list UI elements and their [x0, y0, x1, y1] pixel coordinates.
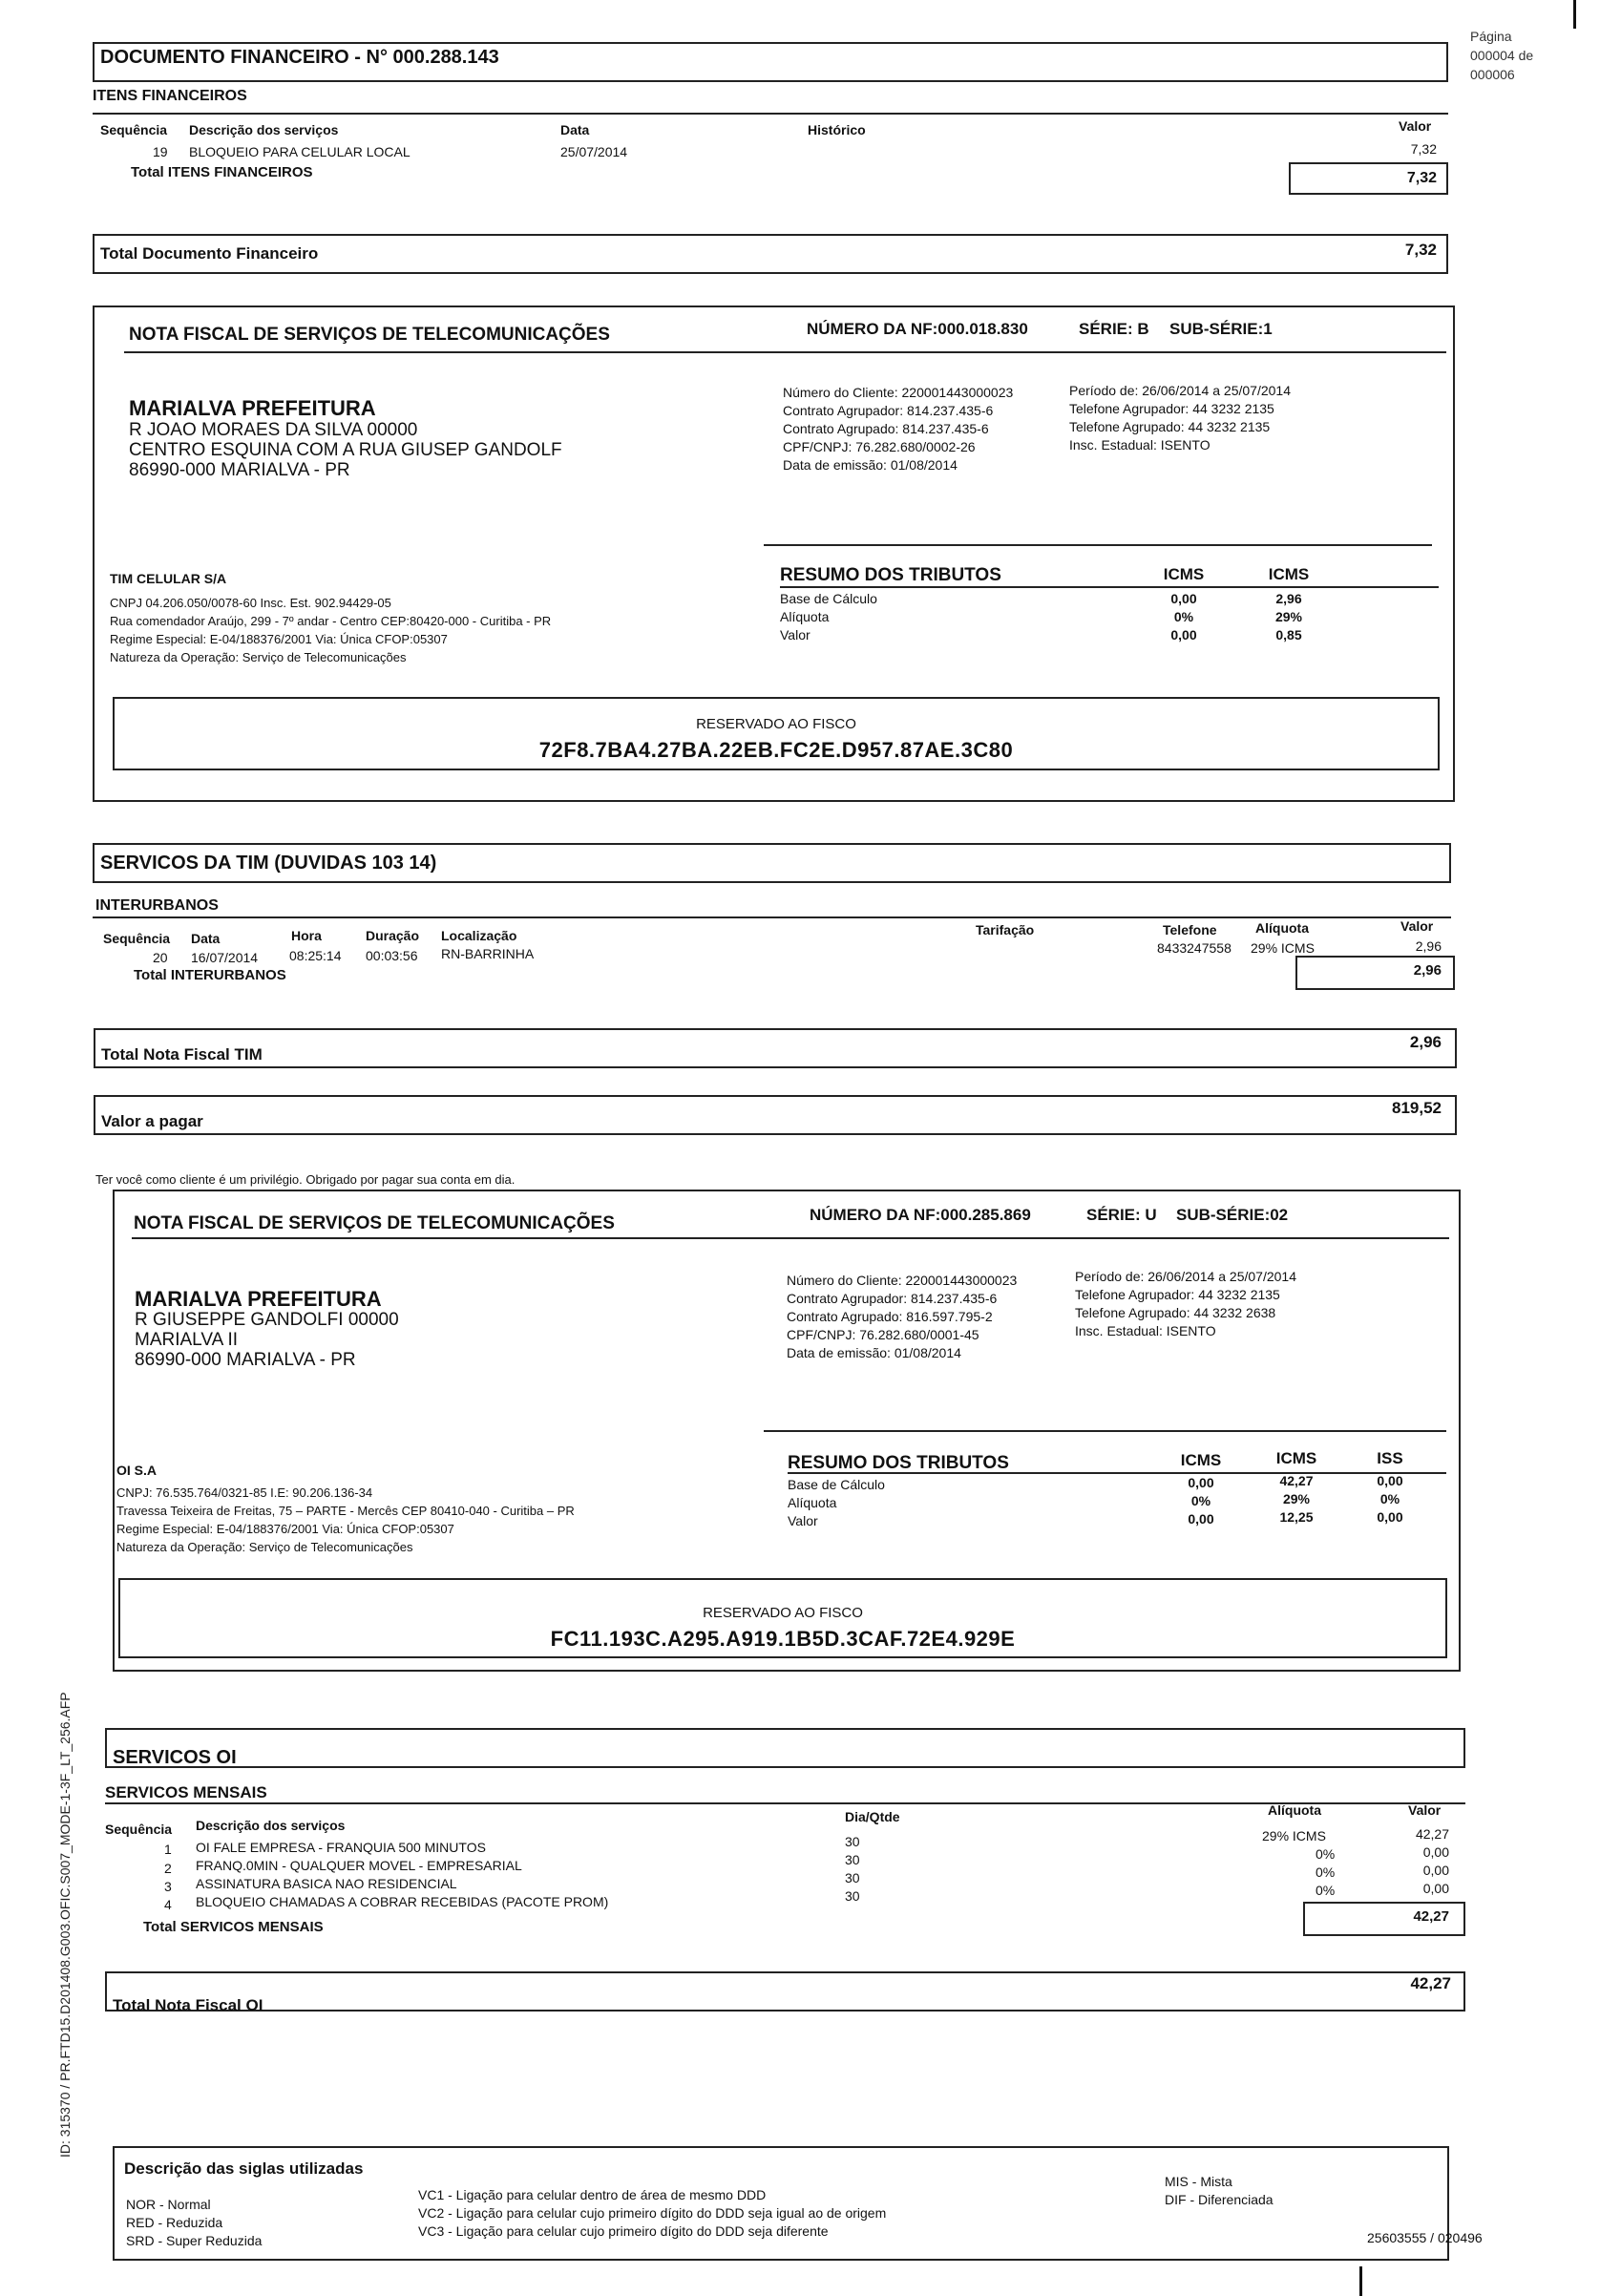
- tributos-col-icms: ICMS: [1275, 1449, 1317, 1467]
- tributos-value: 0%: [1190, 1493, 1211, 1508]
- financial-doc-title: DOCUMENTO FINANCEIRO - N° 000.288.143: [100, 47, 499, 68]
- tributos-col-iss: ISS: [1377, 1449, 1403, 1467]
- col-header-duration: Duração: [366, 928, 420, 943]
- tributos-value: 0,00: [1188, 1511, 1214, 1527]
- col-header-seq: Sequência: [100, 122, 168, 137]
- meta-line: Período de: 26/06/2014 a 25/07/2014: [1075, 1269, 1296, 1284]
- nf-subserie: SUB-SÉRIE:02: [1176, 1206, 1289, 1224]
- col-header-time: Hora: [291, 928, 322, 943]
- service-value: 42,27: [1415, 1826, 1449, 1842]
- issuer-line: Regime Especial: E-04/188376/2001 Via: Única CFOP:05307: [110, 632, 448, 646]
- tributos-label: Valor: [788, 1513, 818, 1528]
- oi-nf-total-value: 42,27: [1410, 1974, 1451, 1992]
- oi-services-title: SERVICOS OI: [113, 1747, 237, 1768]
- service-qty: 30: [845, 1834, 860, 1849]
- tributos-col-icms: ICMS: [1163, 565, 1205, 583]
- tributos-value: 0,00: [1170, 627, 1197, 642]
- issuer-name: TIM CELULAR S/A: [110, 571, 227, 586]
- legend-item: VC3 - Ligação para celular cujo primeiro dígito do DDD seja diferente: [418, 2223, 829, 2239]
- legend-col-3: [1165, 2173, 1274, 2209]
- nf-serie: SÉRIE: U: [1086, 1206, 1157, 1224]
- tributos-value: 12,25: [1279, 1509, 1314, 1525]
- tributos-value: 2,96: [1275, 591, 1302, 606]
- tributos-value: 0%: [1379, 1491, 1400, 1506]
- scan-edge-mark: [1573, 0, 1576, 29]
- service-qty: 30: [845, 1852, 860, 1867]
- issuer-line: Natureza da Operação: Serviço de Telecomunicações: [116, 1540, 413, 1554]
- tributos-label: Alíquota: [788, 1495, 837, 1510]
- item-seq: 19: [153, 144, 168, 159]
- col-header-value: Valor: [1399, 118, 1432, 134]
- tributos-value: 29%: [1282, 1491, 1311, 1506]
- service-qty: 30: [845, 1888, 860, 1904]
- meta-line: Telefone Agrupador: 44 3232 2135: [1069, 401, 1274, 416]
- financial-items-total-value: 7,32: [1406, 170, 1437, 186]
- meta-line: CPF/CNPJ: 76.282.680/0002-26: [783, 439, 976, 454]
- client-address-line: 86990-000 MARIALVA - PR: [135, 1350, 356, 1370]
- amount-due-box: [94, 1095, 1457, 1135]
- col-header-qty: Dia/Qtde: [845, 1809, 900, 1824]
- meta-line: Insc. Estadual: ISENTO: [1075, 1323, 1216, 1338]
- call-phone: 8433247558: [1157, 940, 1232, 956]
- service-qty: 30: [845, 1870, 860, 1885]
- nf-number: NÚMERO DA NF:000.285.869: [810, 1206, 1031, 1224]
- col-header-aliquota: Alíquota: [1268, 1802, 1321, 1818]
- issuer-line: Regime Especial: E-04/188376/2001 Via: Única CFOP:05307: [116, 1522, 454, 1536]
- service-aliquota: 0%: [1316, 1846, 1336, 1862]
- col-header-tarif: Tarifação: [976, 922, 1035, 937]
- oi-subsection-title: SERVICOS MENSAIS: [105, 1783, 267, 1801]
- footer-code: 25603555 / 020496: [1367, 2230, 1483, 2245]
- tributos-labels: [780, 590, 877, 644]
- item-value: 7,32: [1410, 141, 1437, 157]
- service-seq: 1: [164, 1842, 172, 1857]
- client-name: MARIALVA PREFEITURA: [135, 1287, 382, 1311]
- item-desc: BLOQUEIO PARA CELULAR LOCAL: [189, 144, 411, 159]
- tim-nf-total-label: Total Nota Fiscal TIM: [101, 1045, 263, 1064]
- meta-line: Data de emissão: 01/08/2014: [787, 1345, 961, 1360]
- service-aliquota: 0%: [1316, 1864, 1336, 1880]
- col-header-aliquota: Alíquota: [1255, 920, 1309, 936]
- service-desc: ASSINATURA BASICA NAO RESIDENCIAL: [196, 1876, 457, 1891]
- service-aliquota: 0%: [1316, 1883, 1336, 1898]
- side-document-id: ID: 315370 / PR.FTD15.D201408.G003.OFIC.S007_MODE-1-3F_LT_256.AFP: [57, 1692, 73, 2158]
- call-location: RN-BARRINHA: [441, 946, 535, 961]
- service-seq: 2: [164, 1861, 172, 1876]
- call-time: 08:25:14: [289, 948, 342, 963]
- nf-number: NÚMERO DA NF:000.018.830: [807, 320, 1028, 338]
- legend-title: Descrição das siglas utilizadas: [124, 2159, 364, 2178]
- col-header-value: Valor: [1400, 918, 1434, 934]
- service-value: 0,00: [1422, 1844, 1449, 1860]
- meta-line: Contrato Agrupador: 814.237.435-6: [783, 403, 994, 418]
- meta-line: Telefone Agrupado: 44 3232 2638: [1075, 1305, 1276, 1320]
- nf-meta-right: [1069, 382, 1291, 454]
- legend-item: VC1 - Ligação para celular dentro de área de mesmo DDD: [418, 2187, 767, 2202]
- amount-due-label: Valor a pagar: [101, 1112, 203, 1130]
- tributos-label: Base de Cálculo: [780, 591, 877, 606]
- tributos-values-2: [1251, 590, 1327, 644]
- tributos-value: 42,27: [1279, 1473, 1314, 1488]
- page-label: Página: [1470, 29, 1512, 44]
- legend-item: MIS - Mista: [1165, 2174, 1232, 2189]
- divider: [780, 586, 1439, 588]
- col-header-seq: Sequência: [103, 931, 171, 946]
- oi-nf-total-label: Total Nota Fiscal OI: [113, 1996, 263, 2014]
- service-seq: 3: [164, 1879, 172, 1894]
- client-address-line: R JOAO MORAES DA SILVA 00000: [129, 420, 418, 440]
- service-value: 0,00: [1422, 1863, 1449, 1878]
- nf-title: NOTA FISCAL DE SERVIÇOS DE TELECOMUNICAÇÕES: [129, 325, 610, 345]
- tributos-value: 0,00: [1377, 1473, 1403, 1488]
- tributos-value: 0,00: [1188, 1475, 1214, 1490]
- tim-subsection-title: INTERURBANOS: [95, 897, 219, 914]
- tributos-values-3: [1352, 1472, 1428, 1527]
- issuer-line: CNPJ 04.206.050/0078-60 Insc. Est. 902.94429-05: [110, 596, 391, 610]
- oi-subtotal-label: Total SERVICOS MENSAIS: [143, 1919, 324, 1935]
- meta-line: Número do Cliente: 220001443000023: [783, 385, 1014, 400]
- divider: [764, 544, 1432, 546]
- divider: [93, 113, 1448, 115]
- issuer-details: [110, 594, 551, 666]
- call-date: 16/07/2014: [191, 950, 259, 965]
- financial-items-heading: ITENS FINANCEIROS: [93, 88, 247, 104]
- legend-item: NOR - Normal: [126, 2197, 211, 2212]
- client-address: [129, 420, 562, 480]
- nf-meta-right: [1075, 1268, 1296, 1340]
- tributos-labels: [788, 1476, 885, 1530]
- financial-doc-total-value: 7,32: [1404, 241, 1437, 259]
- meta-line: Período de: 26/06/2014 a 25/07/2014: [1069, 383, 1291, 398]
- client-name: MARIALVA PREFEITURA: [129, 396, 376, 420]
- client-address: [135, 1310, 399, 1370]
- meta-line: Contrato Agrupado: 816.597.795-2: [787, 1309, 993, 1324]
- tim-nf-total-value: 2,96: [1409, 1033, 1442, 1051]
- meta-line: Contrato Agrupador: 814.237.435-6: [787, 1291, 998, 1306]
- issuer-details: [116, 1484, 575, 1556]
- tributos-value: 0,85: [1275, 627, 1302, 642]
- divider: [105, 1802, 1465, 1804]
- fisco-code: 72F8.7BA4.27BA.22EB.FC2E.D957.87AE.3C80: [538, 738, 1014, 762]
- divider: [124, 351, 1446, 353]
- financial-items-total-label: Total ITENS FINANCEIROS: [131, 164, 313, 180]
- legend-col-1: [126, 2196, 262, 2250]
- tim-services-title: SERVICOS DA TIM (DUVIDAS 103 14): [100, 853, 437, 874]
- client-address-line: R GIUSEPPE GANDOLFI 00000: [135, 1310, 399, 1330]
- service-aliquota: 29% ICMS: [1262, 1828, 1326, 1843]
- col-header-seq: Sequência: [105, 1822, 173, 1837]
- scan-edge-mark: [1359, 2266, 1362, 2296]
- thank-you-message: Ter você como cliente é um privilégio. Obrigado por pagar sua conta em dia.: [95, 1172, 516, 1187]
- tributos-label: Valor: [780, 627, 811, 642]
- service-value: 0,00: [1422, 1881, 1449, 1896]
- tributos-title: RESUMO DOS TRIBUTOS: [780, 565, 1001, 585]
- page-current: 000004 de: [1470, 48, 1534, 63]
- legend-item: SRD - Super Reduzida: [126, 2233, 263, 2248]
- tributos-value: 29%: [1274, 609, 1303, 624]
- divider: [93, 916, 1451, 918]
- issuer-name: OI S.A: [116, 1463, 158, 1478]
- tributos-value: 0,00: [1377, 1509, 1403, 1525]
- service-seq: 4: [164, 1897, 172, 1912]
- issuer-line: Travessa Teixeira de Freitas, 75 – PARTE - Mercês CEP 80410-040 - Curitiba – PR: [116, 1504, 575, 1518]
- tributos-values-2: [1258, 1472, 1335, 1527]
- tributos-title: RESUMO DOS TRIBUTOS: [788, 1453, 1009, 1473]
- tributos-values-1: [1146, 590, 1222, 644]
- issuer-line: Natureza da Operação: Serviço de Telecomunicações: [110, 650, 407, 664]
- service-desc: FRANQ.0MIN - QUALQUER MOVEL - EMPRESARIAL: [196, 1858, 522, 1873]
- tim-subtotal-label: Total INTERURBANOS: [134, 967, 286, 983]
- fisco-label: RESERVADO AO FISCO: [696, 716, 856, 732]
- meta-line: Telefone Agrupado: 44 3232 2135: [1069, 419, 1271, 434]
- client-address-line: CENTRO ESQUINA COM A RUA GIUSEP GANDOLF: [129, 440, 562, 460]
- col-header-date: Data: [191, 931, 221, 946]
- meta-line: Número do Cliente: 220001443000023: [787, 1273, 1018, 1288]
- meta-line: Contrato Agrupado: 814.237.435-6: [783, 421, 989, 436]
- oi-subtotal-value: 42,27: [1413, 1908, 1449, 1925]
- oi-services-title-box: [105, 1728, 1465, 1768]
- tributos-label: Base de Cálculo: [788, 1477, 885, 1492]
- oi-nf-total-box: [105, 1971, 1465, 2012]
- service-desc: OI FALE EMPRESA - FRANQUIA 500 MINUTOS: [196, 1840, 486, 1855]
- call-seq: 20: [153, 950, 168, 965]
- legend-item: DIF - Diferenciada: [1165, 2192, 1274, 2207]
- tim-subtotal-value: 2,96: [1413, 962, 1442, 979]
- call-value: 2,96: [1415, 938, 1442, 954]
- client-address-line: MARIALVA II: [135, 1330, 239, 1350]
- meta-line: Insc. Estadual: ISENTO: [1069, 437, 1211, 453]
- issuer-line: CNPJ: 76.535.764/0321-85 I.E: 90.206.136-34: [116, 1485, 373, 1500]
- tributos-value: 0,00: [1170, 591, 1197, 606]
- nf-serie: SÉRIE: B: [1079, 320, 1149, 338]
- nf-title: NOTA FISCAL DE SERVIÇOS DE TELECOMUNICAÇÕES: [134, 1213, 615, 1233]
- nf-meta-left: [783, 384, 1013, 474]
- tributos-value: 0%: [1173, 609, 1194, 624]
- col-header-history: Histórico: [808, 122, 866, 137]
- fisco-code: FC11.193C.A295.A919.1B5D.3CAF.72E4.929E: [550, 1627, 1016, 1651]
- legend-item: RED - Reduzida: [126, 2215, 223, 2230]
- financial-doc-total-label: Total Documento Financeiro: [100, 244, 319, 263]
- divider: [132, 1237, 1449, 1239]
- tributos-label: Alíquota: [780, 609, 830, 624]
- col-header-location: Localização: [441, 928, 517, 943]
- client-address-line: 86990-000 MARIALVA - PR: [129, 460, 350, 480]
- service-desc: BLOQUEIO CHAMADAS A COBRAR RECEBIDAS (PACOTE PROM): [196, 1894, 609, 1909]
- amount-due-value: 819,52: [1392, 1099, 1442, 1117]
- item-date: 25/07/2014: [560, 144, 628, 159]
- tributos-col-icms: ICMS: [1180, 1451, 1222, 1469]
- tim-nf-total-box: [94, 1028, 1457, 1068]
- nf-subserie: SUB-SÉRIE:1: [1169, 320, 1273, 338]
- issuer-line: Rua comendador Araújo, 299 - 7º andar - Centro CEP:80420-000 - Curitiba - PR: [110, 614, 552, 628]
- divider: [788, 1472, 1446, 1474]
- col-header-desc: Descrição dos serviços: [189, 122, 339, 137]
- call-duration: 00:03:56: [366, 948, 418, 963]
- col-header-date: Data: [560, 122, 590, 137]
- col-header-desc: Descrição dos serviços: [196, 1818, 346, 1833]
- meta-line: CPF/CNPJ: 76.282.680/0001-45: [787, 1327, 979, 1342]
- tributos-values-1: [1163, 1474, 1239, 1528]
- fisco-label: RESERVADO AO FISCO: [703, 1605, 863, 1621]
- nf-meta-left: [787, 1272, 1017, 1362]
- meta-line: Data de emissão: 01/08/2014: [783, 457, 958, 473]
- call-aliquota: 29% ICMS: [1251, 940, 1315, 956]
- col-header-value: Valor: [1408, 1802, 1442, 1818]
- tributos-col-icms: ICMS: [1268, 565, 1310, 583]
- page-total: 000006: [1470, 67, 1515, 82]
- col-header-phone: Telefone: [1163, 922, 1217, 937]
- divider: [764, 1430, 1446, 1432]
- legend-col-2: [418, 2186, 886, 2241]
- meta-line: Telefone Agrupador: 44 3232 2135: [1075, 1287, 1280, 1302]
- legend-item: VC2 - Ligação para celular cujo primeiro dígito do DDD seja igual ao de origem: [418, 2205, 887, 2221]
